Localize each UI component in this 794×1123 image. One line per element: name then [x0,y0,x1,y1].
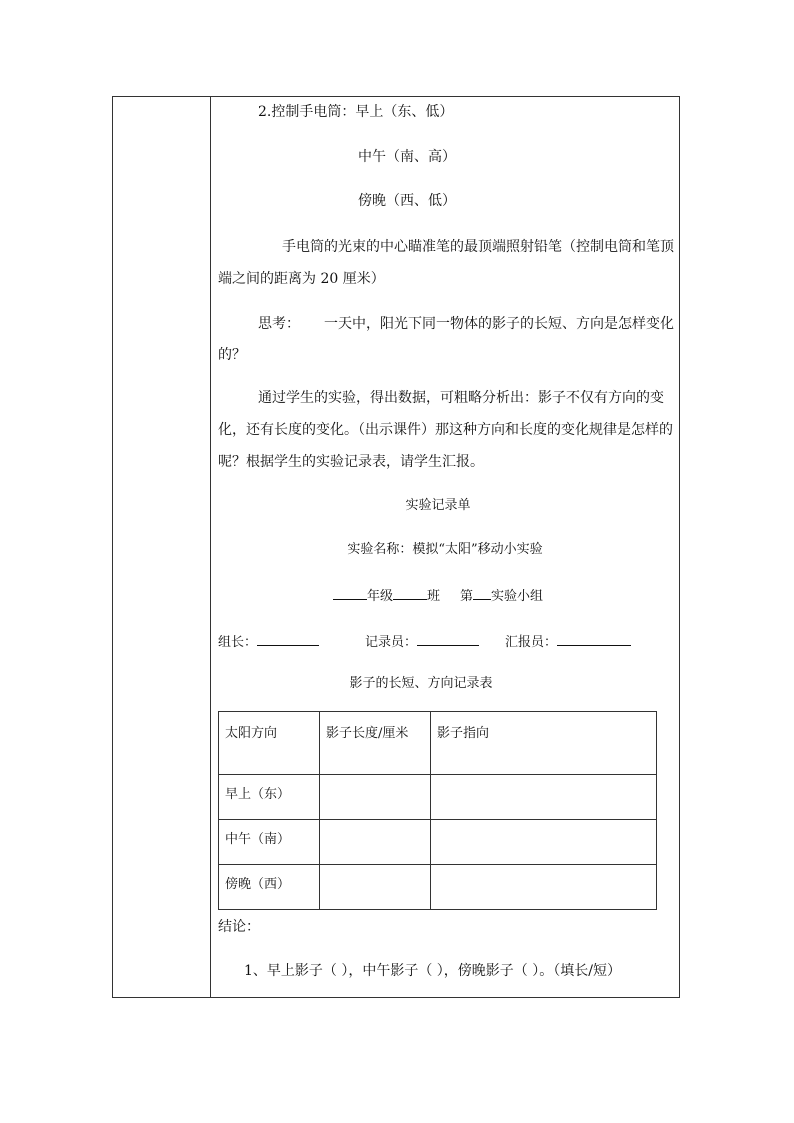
row-evening-label: 傍晚（西） [219,865,320,910]
paragraph2-line2: 化，还有长度的变化。（出示课件）那这种方向和长度的变化规律是怎样的 [218,422,673,438]
leader-label: 组长： [218,635,258,650]
header-shadow-length: 影子长度/厘米 [320,712,431,775]
table-cell [320,775,431,820]
paragraph2-line1: 通过学生的实验，得出数据，可粗略分析出：影子不仅有方向的变 [258,390,664,406]
paragraph1-line1: 手电筒的光束的中心瞄准笔的最顶端照射铅笔（控制电筒和笔顶 [282,239,674,255]
shadow-record-table [218,711,657,910]
record-sheet-title: 实验记录单 [405,498,471,513]
recorder-group [365,631,479,652]
think-line1: 一天中，阳光下同一物体的影子的长短、方向是怎样变化 [324,316,674,332]
header-sun-direction: 太阳方向 [219,712,320,775]
group-blank [473,585,491,600]
conclusion-label: 结论： [218,919,260,935]
column-divider [210,97,211,997]
experiment-name: 实验名称：模拟“太阳”移动小实验 [347,542,543,557]
recorder-blank [417,631,479,646]
table-row [219,865,657,910]
think-line2: 的？ [218,347,246,363]
step2-line2: 中午（南、高） [358,149,456,165]
roles-line [218,631,319,652]
group-label: 实验小组 [491,589,544,604]
reporter-group [505,631,631,652]
row-noon-label: 中午（南） [219,820,320,865]
conclusion-line1: 1、早上影子（ ），中午影子（ ），傍晚影子（ ）。（填长/短） [244,963,621,979]
think-label: 思考： [258,316,300,332]
group-prefix: 第 [460,589,474,604]
reporter-label: 汇报员： [505,635,558,650]
grade-label: 年级 [367,589,394,604]
row-morning-label: 早上（东） [219,775,320,820]
reporter-blank [557,631,631,646]
grade-blank [333,585,367,600]
class-blank [393,585,427,600]
table-cell [431,865,657,910]
shadow-table-title: 影子的长短、方向记录表 [349,676,493,691]
step2-line1: 2.控制手电筒：早上（东、低） [258,104,454,120]
paragraph1-line2: 端之间的距离为 20 厘米） [218,271,385,287]
table-row [219,820,657,865]
leader-blank [257,631,319,646]
paragraph2-line3: 呢？根据学生的实验记录表，请学生汇报。 [218,454,484,470]
class-info-line [333,585,543,606]
table-cell [431,775,657,820]
table-row [219,775,657,820]
recorder-label: 记录员： [365,635,418,650]
table-cell [431,820,657,865]
table-cell [320,865,431,910]
header-shadow-direction: 影子指向 [431,712,657,775]
table-header-row [219,712,657,775]
step2-line3: 傍晚（西、低） [358,193,456,209]
table-cell [320,820,431,865]
class-label: 班 [427,589,441,604]
